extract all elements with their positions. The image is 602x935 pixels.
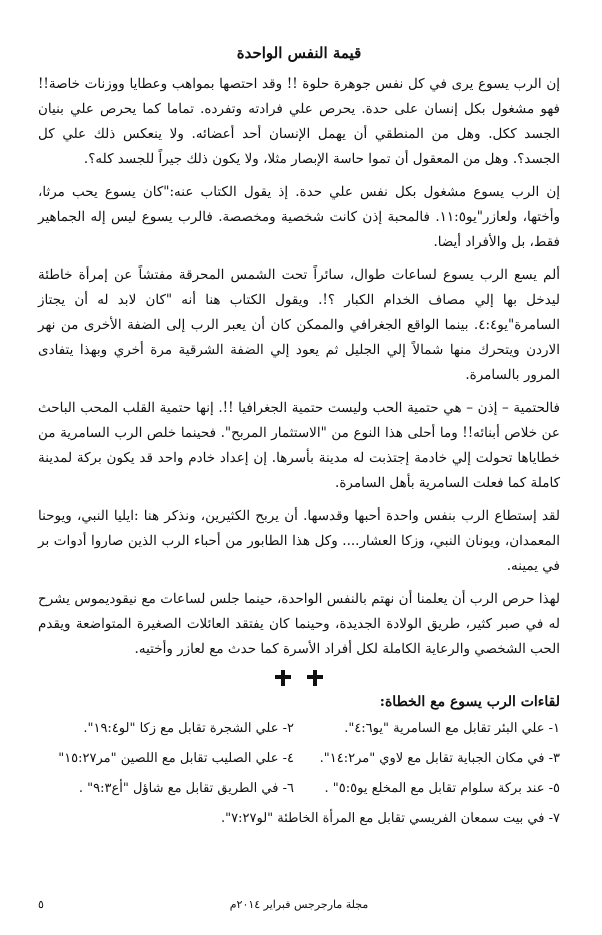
meetings-list [38,718,560,830]
magazine-name: مجلة مارجرجس فبراير ٢٠١٤م [229,898,369,911]
meeting-item-4: ٤- علي الصليب تقابل مع اللصين "مر١٥:٢٧" [58,751,294,766]
meeting-item-7: ٧- في بيت سمعان الفريسي تقابل مع المرأة الخاطئة "لو٧:٢٧". [221,811,560,826]
meeting-item-2: ٢- علي الشجرة تقابل مع زكا "لو١٩:٤". [83,721,294,736]
paragraph-5: لقد إستطاع الرب بنفس واحدة أحبها وقدسها. أن يربح الكثيرين، ونذكر هنا :ايليا النبي، ويوحنا المعمدان، ويونان النبي، وزكا العشار.... وكل هذا الطابور من أحباء الرب الذين صاروا أدوات بر في يمينه. [38,508,560,574]
meeting-item-1: ١- علي البئر تقابل مع السامرية "يو٤:٦". [344,721,560,736]
paragraph-1: إن الرب يسوع يرى في كل نفس جوهرة حلوة !! وقد احتصها بمواهب وعطايا ووزنات خاصة!! فهو مشغول بكل إنسان على حدة. يحرص علي فرادته وتفرده. تماما كما يحرص علي بنيان الجسد ككل. وهل من المنطقي أن يهمل الإنسان أحد أعضائه. ولا ينعكس ذلك علي كل الجسد؟. وهل من المعقول أن تموا حاسة الإبصار مثلا، ولا يكون ذلك جيراً للجسد كله؟. [38,76,560,167]
paragraph-6: لهذا حرص الرب أن يعلمنا أن نهتم بالنفس الواحدة، حينما جلس لساعات مع نيقوديموس يشرح له في صبر كثير، طريق الولادة الجديدة، وحينما كان يفتقد العائلات الصغيرة المتواضعة ويقدم الحب الشخصي والرعاية الكاملة لكل أفراد الأسرة كما حدث مع لعازر وأختيه. [38,591,560,657]
meeting-item-3: ٣- في مكان الجباية تقابل مع لاوي "مر١٤:٢". [319,751,560,766]
meetings-heading: لقاءات الرب يسوع مع الخطاة: [379,694,560,710]
cross-divider [38,670,560,690]
cross-icon [275,670,291,686]
page-footer [38,898,560,911]
paragraph-2: إن الرب يسوع مشغول بكل نفس علي حدة. إذ يقول الكتاب عنه:"كان يسوع يحب مرثا، وأختها، ولعازر"يو١١:٥. فالمحبة إذن كانت شخصية ومخصصة. فالرب يسوع ليس إله الجماهير فقط، بل والأفراد أيضا. [38,184,560,250]
meeting-item-5: ٥- عند بركة سلوام تقابل مع المخلع يو٥:٥" . [324,781,560,796]
paragraph-4: فالحتمية – إذن – هي حتمية الحب وليست حتمية الجغرافيا !!. إنها حتمية القلب المحب الباحث عن خلاص أبنائه!! وما أحلى هذا النوع من "الاستثمار المربح". فحينما خلص الرب السامرية من خطاياها تحولت إلي خادمة إجتذبت له مدينة بأسرها. إن إعداد خادم واحد قد يكون بركة لمدينة كاملة كما فعلت السامرية بأهل السامرة. [38,400,560,491]
cross-icon [307,670,323,686]
page-title: قيمة النفس الواحدة [236,44,362,62]
page-number: ٥ [38,898,44,911]
meeting-item-6: ٦- في الطريق تقابل مع شاؤل "أع٩:٣" . [78,781,294,796]
paragraph-3: ألم يسع الرب يسوع لساعات طوال، سائراً تحت الشمس المحرقة مفتشاً عن إمرأة خاطئة ليدخل بها إلي مصاف الخدام الكبار ؟!. ويقول الكتاب هنا أنه "كان لابد له أن يجتاز السامرة"يو٤:٤. بينما الواقع الجغرافي والممكن كان أن يعبر الرب إلى الضفة الأخرى من نهر الاردن ويتحرك منها شمالاً إلي الجليل ثم يعود إلي الضفة الشرقية مرة أخري وبهذا يتفادى المرور بالسامرة. [38,267,560,383]
